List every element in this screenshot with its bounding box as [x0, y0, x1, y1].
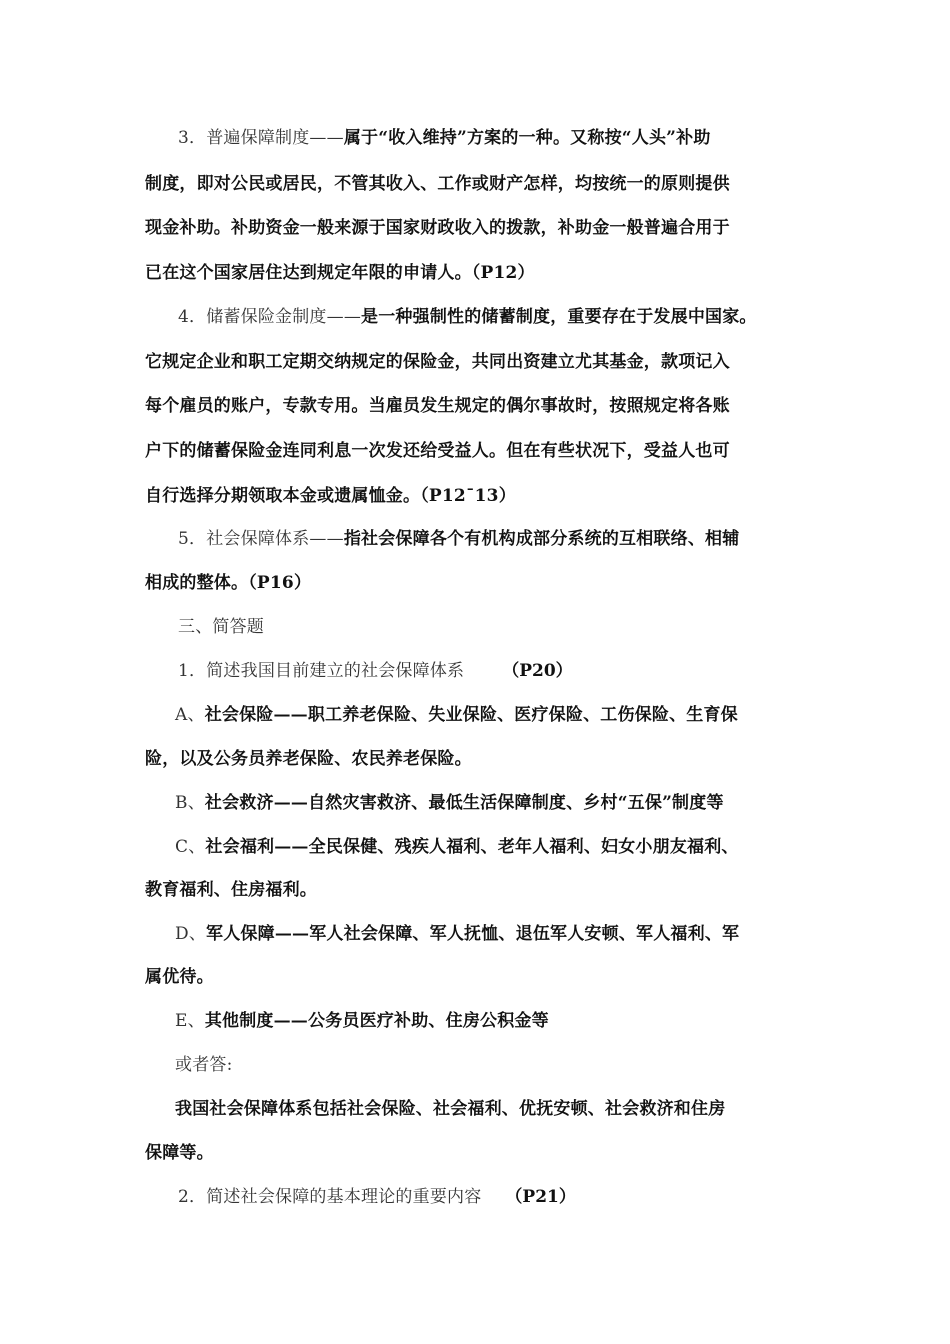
answer-c-text-1: 社会福利——全民保健、残疾人福利、老年人福利、妇女小朋友福利、 [205, 837, 739, 857]
question2-ref: （P21） [505, 1187, 576, 1207]
answer-d-line1 [175, 922, 875, 946]
answer-e-text: 公务员医疗补助、住房公积金等 [308, 1011, 549, 1031]
question1 [178, 659, 878, 683]
answer-c-line1 [175, 835, 875, 859]
item4-number: 4． [178, 307, 207, 327]
item4-text-1: 是一种强制性的储蓄制度，重要存在于发展中国家。 [361, 307, 757, 327]
item3-text-1: 属于“收入维持”方案的一种。又称按“人头”补助 [343, 128, 711, 148]
section-heading: 三、简答题 [178, 617, 264, 637]
answer-d-line2: 属优待。 [145, 967, 214, 987]
item3-number: 3． [178, 128, 207, 148]
question1-text: 简述我国目前建立的社会保障体系 [206, 661, 465, 681]
answer-e-line1 [175, 1009, 875, 1033]
question2-text: 简述社会保障的基本理论的重要内容 [206, 1187, 482, 1207]
answer-a-label: A、 [175, 705, 205, 725]
item3-line3: 现金补助。补助资金一般来源于国家财政收入的拨款，补助金一般普遍合用于 [145, 218, 730, 238]
answer-b-line1 [175, 791, 875, 815]
answer-b-label: B、 [175, 793, 205, 813]
item4-line1 [178, 305, 878, 329]
item3-line4: 已在这个国家居住达到规定年限的申请人。（P12） [145, 263, 535, 283]
answer-d-text-1: 军人保障——军人社会保障、军人抚恤、退伍军人安顿、军人福利、军 [206, 924, 740, 944]
alt-answer-line1: 我国社会保障体系包括社会保险、社会福利、优抚安顿、社会救济和住房 [175, 1099, 726, 1119]
item4-line4: 户下的储蓄保险金连同利息一次发还给受益人。但在有些状况下，受益人也可 [145, 441, 730, 461]
answer-a-line2: 险，以及公务员养老保险、农民养老保险。 [145, 749, 472, 769]
answer-d-label: D、 [175, 924, 207, 944]
question2 [178, 1185, 878, 1209]
alt-answer-line2: 保障等。 [145, 1143, 214, 1163]
item4-line3: 每个雇员的账户，专款专用。当雇员发生规定的偶尔事故时，按照规定将各账 [145, 396, 730, 416]
item5-text-1: 指社会保障各个有机构成部分系统的互相联络、相辅 [343, 529, 740, 549]
item3-line2: 制度，即对公民或居民，不管其收入、工作或财产怎样，均按统一的原则提供 [145, 174, 730, 194]
question1-ref: （P20） [502, 661, 573, 681]
question1-number: 1． [178, 661, 207, 681]
alt-answer-label: 或者答: [175, 1055, 233, 1075]
answer-c-label: C、 [175, 837, 206, 857]
item3-term: 普遍保障制度—— [206, 128, 344, 148]
answer-a-text-1: 社会保险——职工养老保险、失业保险、医疗保险、工伤保险、生育保 [204, 705, 738, 725]
item5-number: 5． [178, 529, 207, 549]
answer-c-line2: 教育福利、住房福利。 [145, 880, 317, 900]
answer-e-term: 其他制度—— [204, 1011, 309, 1031]
question2-number: 2． [178, 1187, 207, 1207]
answer-e-label: E、 [175, 1011, 205, 1031]
item5-line2: 相成的整体。（P16） [145, 573, 312, 593]
item3-line1 [178, 126, 878, 150]
item5-term: 社会保障体系—— [206, 529, 344, 549]
answer-b-text-1: 社会救济——自然灾害救济、最低生活保障制度、乡村“五保”制度等 [204, 793, 724, 813]
item4-line2: 它规定企业和职工定期交纳规定的保险金，共同出资建立尤其基金，款项记入 [145, 352, 730, 372]
item5-line1 [178, 527, 878, 551]
answer-a-line1 [175, 703, 875, 727]
item4-term: 储蓄保险金制度—— [206, 307, 362, 327]
item4-line5: 自行选择分期领取本金或遗属恤金。（P12¯13） [145, 486, 516, 506]
